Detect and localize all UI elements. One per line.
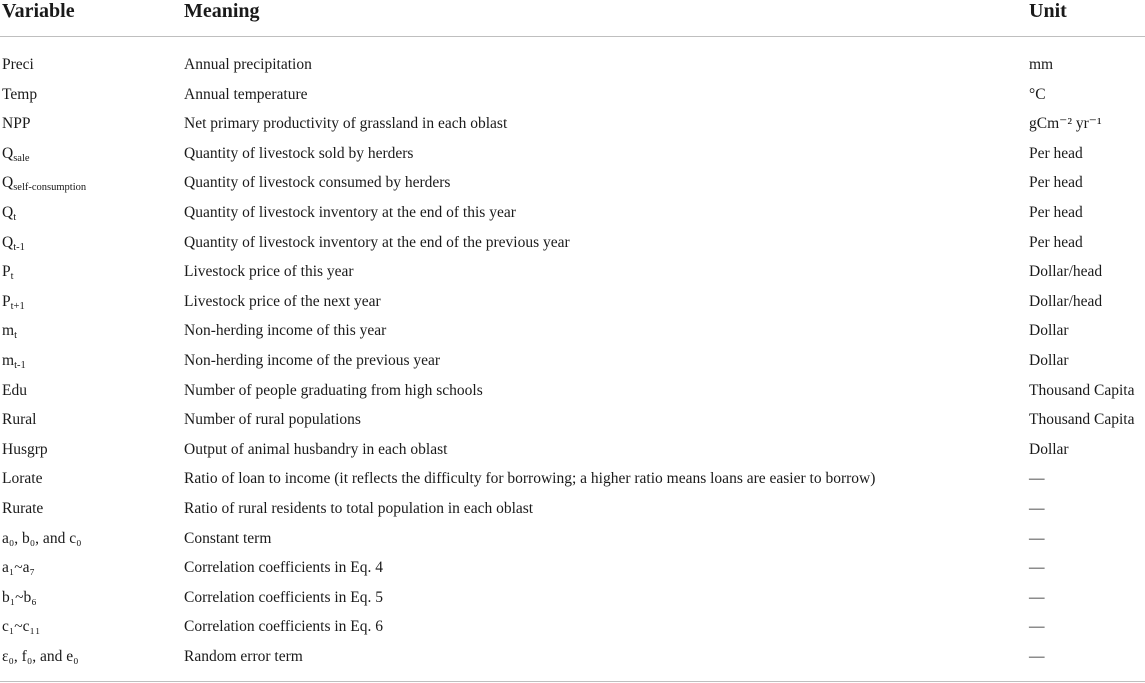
table-row bbox=[0, 524, 1145, 554]
cell-meaning: Ratio of rural residents to total population in each oblast bbox=[184, 499, 534, 517]
cell-unit: mm bbox=[1029, 56, 1054, 73]
cell-variable bbox=[2, 287, 25, 317]
cell-meaning: Annual temperature bbox=[184, 85, 308, 103]
variable-subscript: t bbox=[10, 271, 14, 283]
table-body bbox=[0, 50, 1145, 671]
cell-meaning: Net primary productivity of grassland in each oblast bbox=[184, 115, 508, 133]
table-row bbox=[0, 168, 1145, 198]
cell-variable bbox=[2, 80, 37, 110]
cell-meaning: Ratio of loan to income (it reflects the difficulty for borrowing; a higher ratio means loans are easier to borrow) bbox=[184, 470, 876, 488]
cell-unit: gCm⁻² yr⁻¹ bbox=[1029, 115, 1102, 133]
cell-variable bbox=[2, 50, 34, 80]
cell-meaning: Quantity of livestock consumed by herders bbox=[184, 174, 451, 192]
variable-symbol: P bbox=[2, 292, 11, 310]
header-unit: Unit bbox=[1029, 0, 1067, 22]
cell-unit: Thousand Capita bbox=[1029, 381, 1135, 399]
variable-subscript: sale bbox=[13, 152, 30, 164]
cell-variable bbox=[2, 376, 27, 406]
cell-unit: — bbox=[1029, 529, 1045, 547]
variable-symbol: Edu bbox=[2, 381, 27, 399]
cell-unit: — bbox=[1029, 618, 1045, 636]
variable-subscript: self-consumption bbox=[13, 182, 87, 194]
table-row bbox=[0, 583, 1145, 613]
variable-subscript: t bbox=[13, 211, 17, 223]
table-row bbox=[0, 494, 1145, 524]
cell-variable bbox=[2, 168, 86, 198]
cell-meaning: Quantity of livestock sold by herders bbox=[184, 144, 414, 162]
variable-symbol: Preci bbox=[2, 56, 34, 73]
cell-variable bbox=[2, 139, 30, 169]
cell-meaning: Correlation coefficients in Eq. 4 bbox=[184, 559, 384, 577]
table-row bbox=[0, 435, 1145, 465]
cell-meaning: Number of rural populations bbox=[184, 411, 361, 429]
variable-symbol: m bbox=[2, 351, 15, 369]
cell-unit: — bbox=[1029, 588, 1045, 606]
table-row bbox=[0, 139, 1145, 169]
table-row bbox=[0, 464, 1145, 494]
variable-symbol: Q bbox=[2, 203, 14, 221]
variable-symbol: Q bbox=[2, 174, 14, 192]
cell-unit: °C bbox=[1029, 85, 1046, 103]
cell-variable bbox=[2, 435, 48, 465]
cell-unit: Per head bbox=[1029, 233, 1083, 251]
cell-variable bbox=[2, 316, 17, 346]
variable-symbol: Rural bbox=[2, 411, 37, 429]
cell-unit: — bbox=[1029, 499, 1045, 517]
cell-meaning: Quantity of livestock inventory at the end of the previous year bbox=[184, 233, 570, 251]
cell-unit: — bbox=[1029, 470, 1045, 488]
cell-variable bbox=[2, 464, 42, 494]
cell-variable bbox=[2, 257, 14, 287]
cell-variable bbox=[2, 524, 81, 554]
cell-variable bbox=[2, 553, 35, 583]
variable-symbol: Husgrp bbox=[2, 440, 48, 458]
variable-symbol: Q bbox=[2, 233, 14, 251]
cell-meaning: Non-herding income of this year bbox=[184, 322, 387, 340]
cell-variable bbox=[2, 642, 79, 672]
cell-unit: Thousand Capita bbox=[1029, 411, 1135, 429]
cell-unit: Per head bbox=[1029, 144, 1083, 162]
cell-meaning: Output of animal husbandry in each oblast bbox=[184, 440, 448, 458]
cell-variable bbox=[2, 405, 36, 435]
table-row bbox=[0, 376, 1145, 406]
table-header bbox=[0, 0, 1145, 36]
variable-symbol: NPP bbox=[2, 115, 31, 133]
cell-variable bbox=[2, 494, 43, 524]
table-row bbox=[0, 50, 1145, 80]
table-row bbox=[0, 287, 1145, 317]
cell-meaning: Constant term bbox=[184, 529, 272, 547]
variable-subscript: t bbox=[14, 330, 17, 342]
cell-variable bbox=[2, 346, 26, 376]
cell-unit: Dollar bbox=[1029, 322, 1069, 340]
cell-unit: Dollar/head bbox=[1029, 263, 1103, 281]
variable-subscript: t+1 bbox=[10, 300, 25, 312]
table-row bbox=[0, 228, 1145, 258]
cell-unit: Dollar bbox=[1029, 351, 1069, 369]
cell-meaning: Number of people graduating from high schools bbox=[184, 381, 483, 399]
table-row bbox=[0, 316, 1145, 346]
variable-symbol: Lorate bbox=[2, 470, 43, 488]
table-row bbox=[0, 612, 1145, 642]
header-rule bbox=[0, 36, 1145, 37]
cell-unit: Dollar bbox=[1029, 440, 1069, 458]
cell-variable bbox=[2, 612, 40, 642]
cell-unit: — bbox=[1029, 647, 1045, 665]
cell-unit: Per head bbox=[1029, 174, 1083, 192]
cell-meaning: Random error term bbox=[184, 647, 303, 665]
cell-meaning: Correlation coefficients in Eq. 6 bbox=[184, 618, 384, 636]
cell-meaning: Correlation coefficients in Eq. 5 bbox=[184, 588, 384, 606]
table-row bbox=[0, 346, 1145, 376]
cell-unit: — bbox=[1029, 559, 1045, 577]
table-row bbox=[0, 405, 1145, 435]
variable-subscript: t-1 bbox=[13, 241, 25, 253]
variable-symbol: Rurate bbox=[2, 499, 44, 517]
variable-symbol: b₁~b₆ bbox=[2, 588, 37, 606]
cell-meaning: Livestock price of the next year bbox=[184, 292, 381, 310]
header-meaning: Meaning bbox=[184, 0, 260, 22]
table-row bbox=[0, 553, 1145, 583]
bottom-rule bbox=[0, 681, 1145, 682]
variable-symbol: a₀, b₀, and c₀ bbox=[2, 529, 82, 547]
variable-subscript: t-1 bbox=[14, 359, 26, 371]
table-row bbox=[0, 257, 1145, 287]
variable-symbol: a₁~a₇ bbox=[2, 559, 35, 577]
cell-meaning: Livestock price of this year bbox=[184, 263, 354, 281]
table-row bbox=[0, 80, 1145, 110]
cell-variable bbox=[2, 583, 37, 613]
cell-variable bbox=[2, 198, 16, 228]
table-row bbox=[0, 109, 1145, 139]
variable-symbol: Q bbox=[2, 144, 14, 162]
cell-unit: Per head bbox=[1029, 203, 1083, 221]
table-row bbox=[0, 198, 1145, 228]
cell-meaning: Annual precipitation bbox=[184, 56, 312, 73]
cell-variable bbox=[2, 109, 30, 139]
variable-symbol: P bbox=[2, 263, 11, 281]
variable-symbol: Temp bbox=[2, 85, 38, 103]
table-row bbox=[0, 642, 1145, 672]
cell-variable bbox=[2, 228, 25, 258]
cell-unit: Dollar/head bbox=[1029, 292, 1103, 310]
cell-meaning: Non-herding income of the previous year bbox=[184, 351, 441, 369]
variable-symbol: ε₀, f₀, and e₀ bbox=[2, 647, 79, 665]
cell-meaning: Quantity of livestock inventory at the end of this year bbox=[184, 203, 516, 221]
header-variable: Variable bbox=[2, 0, 75, 22]
variable-symbol: m bbox=[2, 322, 15, 340]
variable-symbol: c₁~c₁₁ bbox=[2, 618, 41, 636]
